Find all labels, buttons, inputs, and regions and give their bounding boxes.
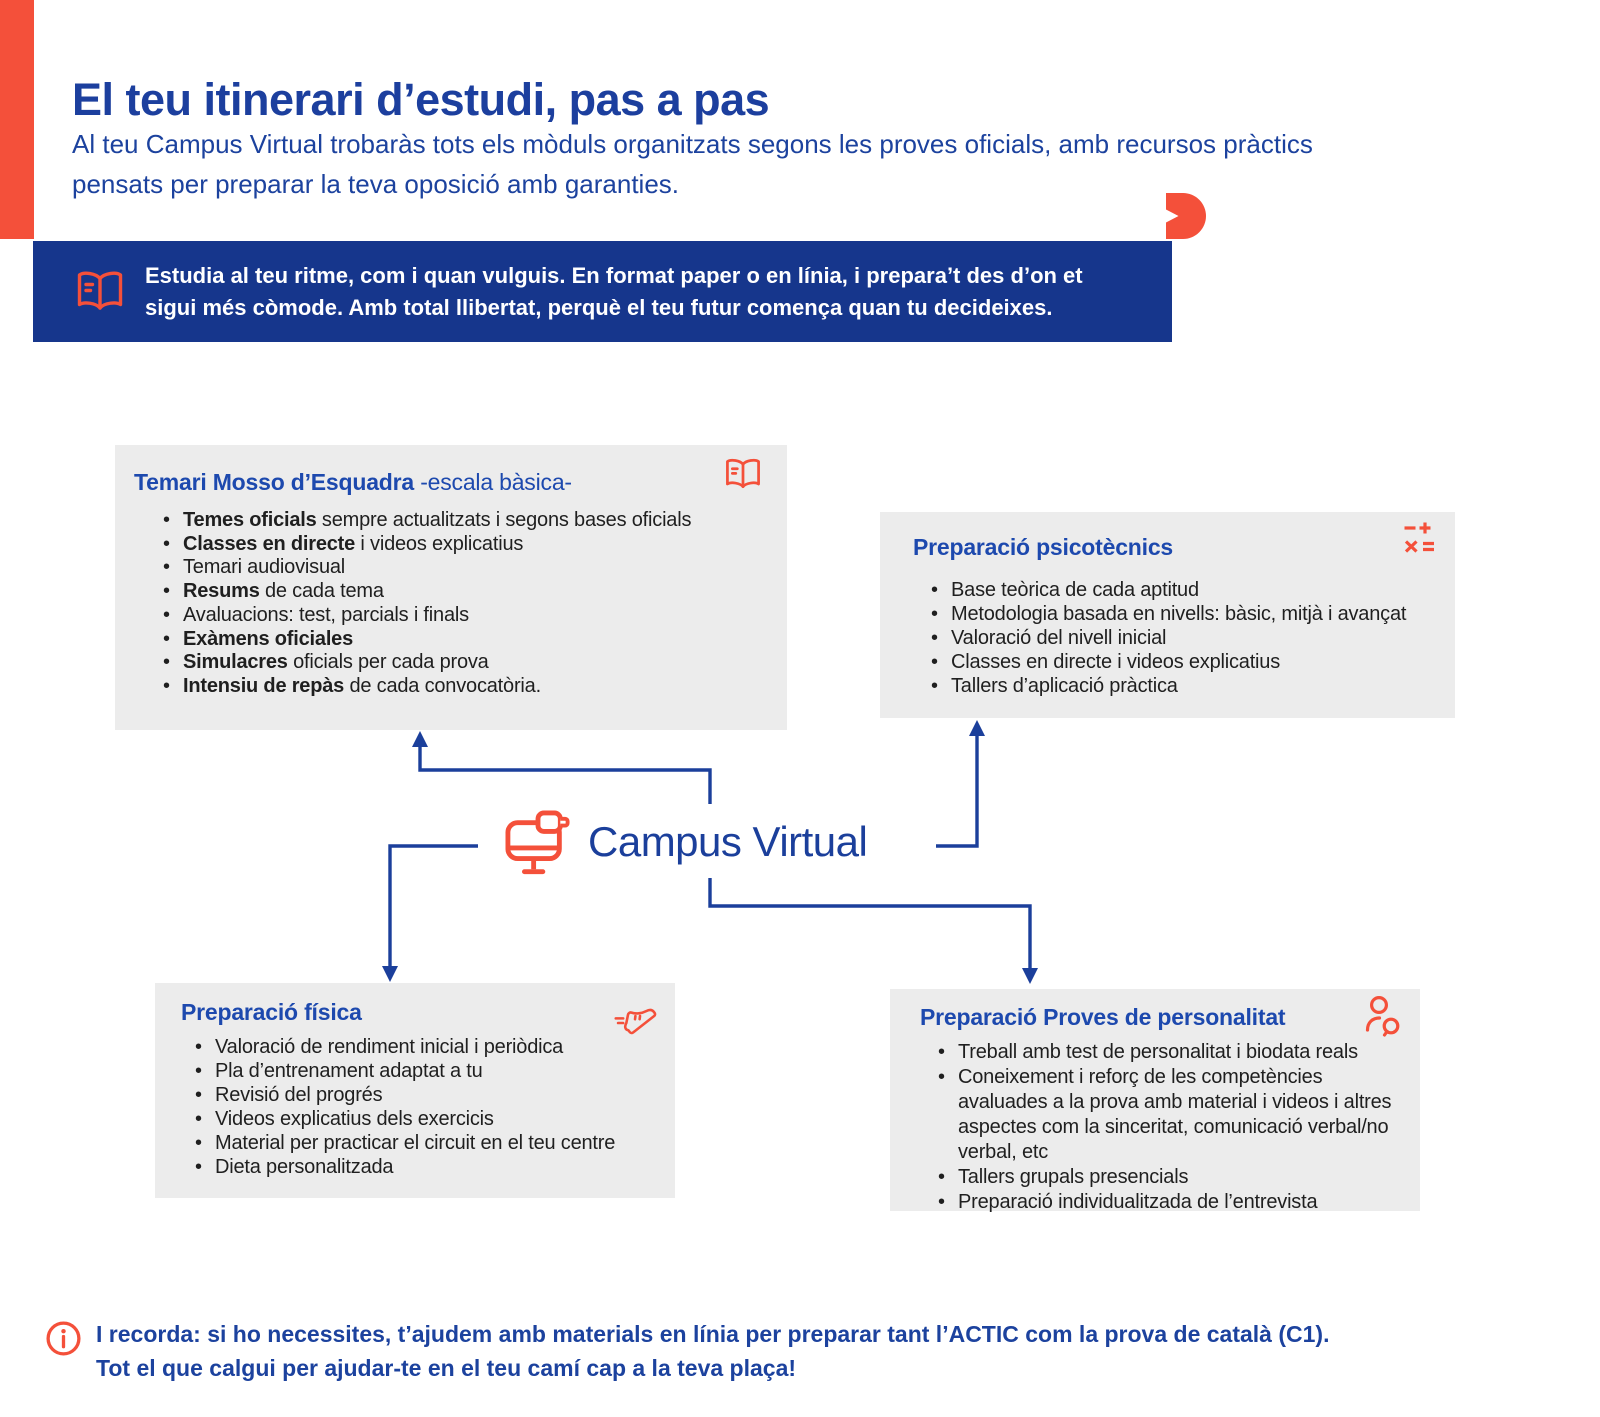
banner-line-1: Estudia al teu ritme, com i quan vulguis. En format paper o en línia, i prepara’t des d’on et [145,262,1083,288]
list-item: • Avaluacions: test, parcials i finals [161,604,767,628]
footer-note-line-2: Tot el que calgui per ajudar-te en el teu camí cap a la teva plaça! [96,1355,797,1381]
math-operators-icon [1403,520,1439,554]
list-item: • Resums de cada tema [161,580,767,604]
card-fisica-title: Preparació física [181,999,362,1025]
person-search-icon [1364,995,1404,1041]
orange-notch-shape [1166,193,1207,239]
card-personalitat-list [936,1040,1398,1215]
banner-text [145,260,1083,324]
list-item: • Revisió del progrés [193,1083,657,1107]
arrow-to-personalitat-line [710,878,1030,968]
card-temari-title-light: -escala bàsica- [420,469,572,495]
card-personalitat [890,989,1420,1211]
subtitle-line-1: Al teu Campus Virtual trobaràs tots els mòduls organitzats segons les proves oficials, amb recursos pràctics [72,129,1313,159]
arrowhead-psicotecnics [969,720,985,736]
info-icon [45,1320,82,1357]
arrow-to-psicotecnics-line [936,736,977,846]
footer-note-line-1: I recorda: si ho necessites, t’ajudem amb materials en línia per preparar tant l’ACTIC com la prova de català (C1). [96,1321,1330,1347]
card-psicotecnics [880,512,1455,718]
card-temari-title [134,469,767,496]
list-item: • Simulacres oficials per cada prova [161,651,767,675]
open-book-icon [724,457,762,492]
left-accent-bar [0,0,34,239]
page-subtitle [72,124,1313,204]
card-fisica-list [193,1035,657,1179]
list-item: • Intensiu de repàs de cada convocatòria. [161,675,767,699]
arrowhead-fisica [382,966,398,982]
footer-note [96,1317,1329,1385]
open-book-icon [75,269,125,315]
list-item: • Classes en directe i videos explicatius [929,650,1439,674]
running-shoe-icon [613,993,661,1041]
card-temari-list [161,509,767,699]
list-item: • Temari audiovisual [161,556,767,580]
card-psicotecnics-title: Preparació psicotècnics [913,534,1174,560]
list-item: • Pla d’entrenament adaptat a tu [193,1059,657,1083]
list-item: • Tallers grupals presencials [936,1165,1398,1190]
card-personalitat-title: Preparació Proves de personalitat [920,1004,1286,1030]
card-temari-title-bold: Temari Mosso d’Esquadra [134,469,421,495]
list-item: • Base teòrica de cada aptitud [929,578,1439,602]
arrow-to-fisica-line [390,846,478,966]
arrowhead-personalitat [1022,968,1038,984]
list-item: • Material per practicar el circuit en el teu centre [193,1131,657,1155]
list-item: • Videos explicatius dels exercicis [193,1107,657,1131]
card-psicotecnics-list [929,578,1439,698]
list-item: • Exàmens oficiales [161,628,767,652]
highlight-banner [33,241,1172,342]
banner-line-2: sigui més còmode. Amb total llibertat, perquè el teu futur comença quan tu decideixes. [145,294,1053,320]
online-campus-icon [505,810,571,880]
subtitle-line-2: pensats per preparar la teva oposició amb garanties. [72,169,680,199]
list-item: • Treball amb test de personalitat i biodata reals [936,1040,1398,1065]
list-item: • Valoració del nivell inicial [929,626,1439,650]
card-temari [115,445,787,730]
list-item: • Classes en directe i videos explicatius [161,533,767,557]
campus-virtual-label: Campus Virtual [588,818,868,865]
list-item: • Dieta personalitzada [193,1155,657,1179]
arrow-to-temari-line [420,747,710,804]
list-item: • Coneixement i reforç de les competències avaluades a la prova amb material i videos i altres aspectes com la sinceritat, comunicació verbal/no verbal, etc [936,1065,1398,1165]
list-item: • Temes oficials sempre actualitzats i segons bases oficials [161,509,767,533]
list-item: • Tallers d’aplicació pràctica [929,674,1439,698]
page-title: El teu itinerari d’estudi, pas a pas [72,74,770,126]
list-item: • Valoració de rendiment inicial i periòdica [193,1035,657,1059]
arrowhead-temari [412,731,428,747]
list-item: • Metodologia basada en nivells: bàsic, mitjà i avançat [929,602,1439,626]
card-fisica [155,983,675,1198]
list-item: • Preparació individualitzada de l’entrevista [936,1190,1398,1215]
